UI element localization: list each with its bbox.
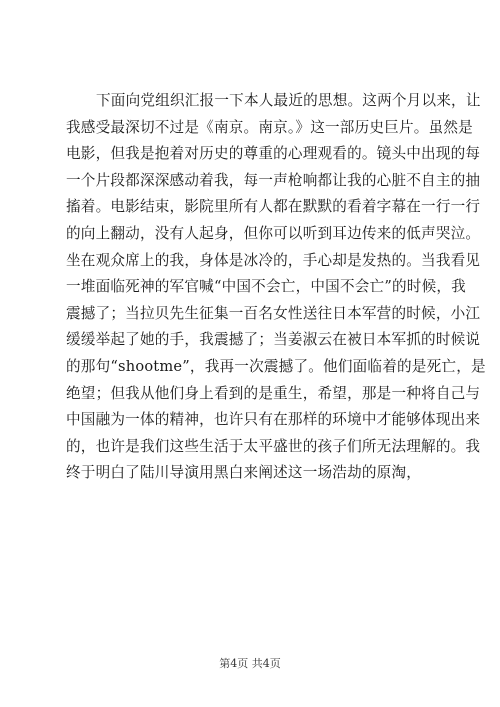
paragraph-line: 电影，但我是抱着对历史的尊重的心理观看的。镜头中出现的每 [66,145,481,163]
paragraph-line: 震撼了；当拉贝先生征集一百名女性送往日本军营的时候，小江 [66,304,481,322]
paragraph-line: 绝望；但我从他们身上看到的是重生，希望，那是一种将自己与 [66,384,481,402]
paragraph-line: 一个片段都深深感动着我，每一声枪响都让我的心脏不自主的抽 [66,171,481,189]
paragraph-line: 坐在观众席上的我，身体是冰冷的，手心却是发热的。当我看见 [66,251,481,269]
paragraph-line: 一堆面临死神的军官喊“中国不会亡，中国不会亡”的时候，我 [66,278,466,296]
paragraph-line: 缓缓举起了她的手，我震撼了；当姜淑云在被日本军抓的时候说 [66,331,481,349]
paragraph-line: 终于明白了陆川导演用黑白来阐述这一场浩劫的原淘， [66,464,422,482]
paragraph-line: 搐着。电影结束，影院里所有人都在默默的看着字幕在一行一行 [66,198,481,216]
paragraph-line: 中国融为一体的精神，也许只有在那样的环境中才能够体现出来 [66,411,481,429]
paragraph-line: 的，也许是我们这些生活于太平盛世的孩子们所无法理解的。我 [66,437,481,455]
paragraph-line: 我感受最深切不过是《南京。南京。》这一部历史巨片。虽然是 [66,118,473,136]
paragraph-line: 下面向党组织汇报一下本人最近的思想。这两个月以来，让 [96,92,481,109]
page-footer: 第4页 共4页 [219,657,281,670]
paragraph-line: 的那句“shootme”，我再一次震撼了。他们面临着的是死亡，是 [66,357,486,375]
body-paragraph [66,88,486,487]
paragraph-line: 的向上翻动，没有人起身，但你可以听到耳边传来的低声哭泣。 [66,224,481,242]
